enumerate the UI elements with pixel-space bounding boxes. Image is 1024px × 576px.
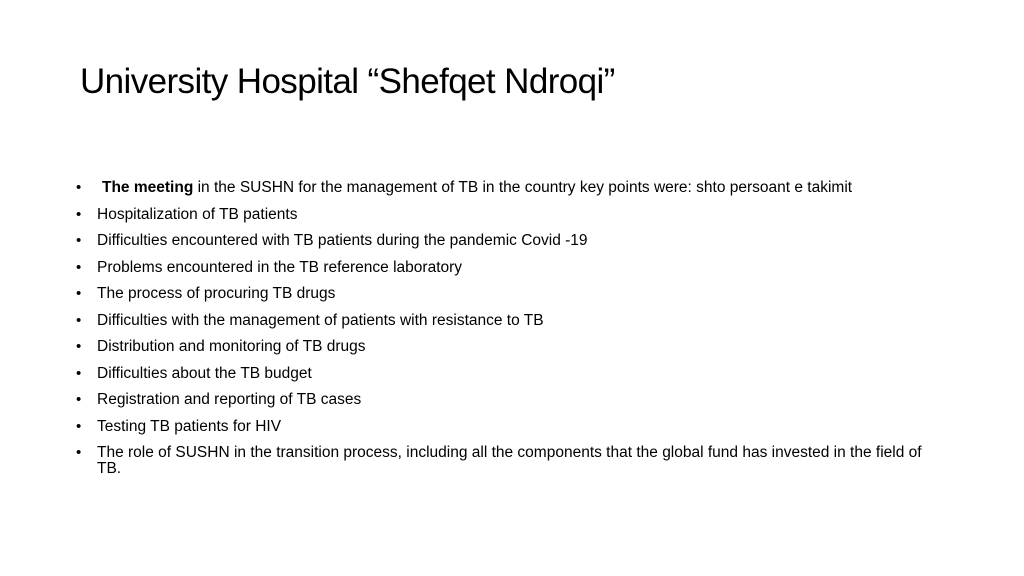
bullet-dot: • [76,205,82,223]
bullet-item [76,207,946,223]
bullet-item [76,260,946,276]
bullet-dot: • [76,391,82,408]
bullet-item [76,419,946,435]
bullet-item [76,392,946,408]
bullet-item [76,445,946,477]
bullet-text: Hospitalization of TB patients [97,205,298,223]
bullet-item [76,233,946,249]
bullet-dot: • [76,338,82,355]
bullet-dot: • [76,417,82,435]
bullet-dot: • [76,232,82,249]
bullet-text: Difficulties encountered with TB patients during the pandemic Covid -19 [97,232,588,249]
bullet-text: Problems encountered in the TB reference laboratory [97,258,463,276]
bullet-dot: • [76,258,82,276]
bullet-dot: • [76,444,82,461]
bullet-item [76,313,946,329]
bullet-text: Difficulties with the management of patients with resistance to TB [97,311,544,329]
bullet-dot: • [76,179,82,196]
slide-title: University Hospital “Shefqet Ndroqi” [80,62,615,101]
bullet-dot: • [76,285,82,302]
bullet-text: Distribution and monitoring of TB drugs [97,338,366,355]
bullet-text: Registration and reporting of TB cases [97,391,362,408]
bullet-text: The role of SUSHN in the transition process, including all the components that the global fund has invested in the field of TB. [97,444,922,477]
bullet-dot: • [76,311,82,329]
bullet-text: The process of procuring TB drugs [97,285,336,302]
bullet-list [76,180,946,488]
bullet-text: Difficulties about the TB budget [97,364,312,382]
bullet-item [76,366,946,382]
bullet-text: in the SUSHN for the management of TB in the country key points were: shto persoant e takimit [193,179,853,196]
bullet-item [76,180,946,196]
bullet-text: Testing TB patients for HIV [97,417,282,435]
bullet-item [76,339,946,355]
bullet-bold-text: The meeting [102,179,194,196]
bullet-item [76,286,946,302]
bullet-dot: • [76,364,82,382]
